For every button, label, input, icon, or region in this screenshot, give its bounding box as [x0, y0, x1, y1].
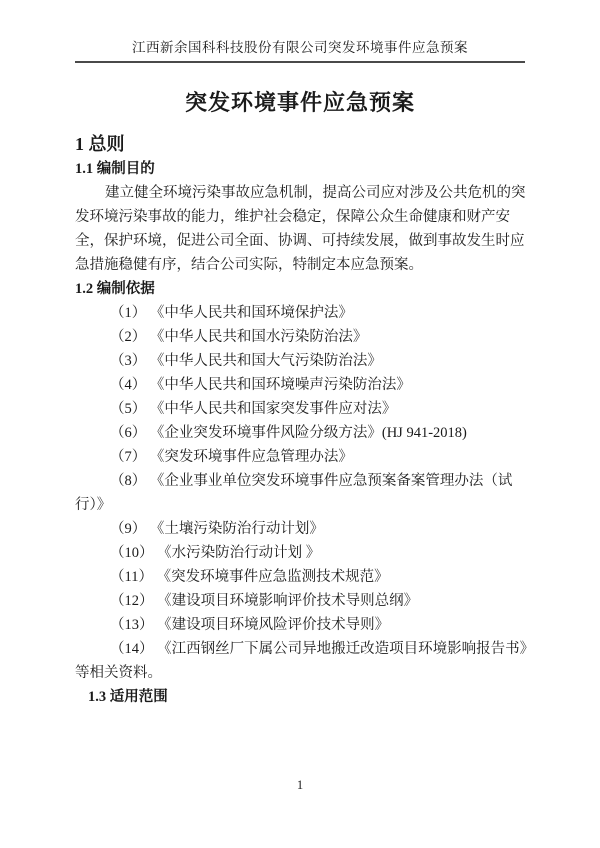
page-number: 1: [296, 778, 304, 792]
page-header-text: 江西新余国科科技股份有限公司突发环境事件应急预案: [132, 40, 468, 55]
legal-basis-item-continuation: 等相关资料。: [75, 665, 162, 681]
document-body: [0, 131, 600, 709]
legal-basis-item: （11） 《突发环境事件应急监测技术规范》: [110, 569, 389, 585]
legal-basis-item: （2） 《中华人民共和国水污染防治法》: [110, 329, 368, 345]
legal-basis-item: （1） 《中华人民共和国环境保护法》: [110, 305, 353, 321]
legal-basis-item: （9） 《土壤污染防治行动计划》: [110, 521, 324, 537]
legal-basis-item: （13） 《建设项目环境风险评价技术导则》: [110, 617, 390, 633]
legal-basis-item: （6） 《企业突发环境事件风险分级方法》(HJ 941-2018): [110, 425, 467, 441]
legal-basis-item: （4） 《中华人民共和国环境噪声污染防治法》: [110, 377, 411, 393]
legal-basis-item: （3） 《中华人民共和国大气污染防治法》: [110, 353, 382, 369]
purpose-paragraph-line: 建立健全环境污染事故应急机制，提高公司应对涉及公共危机的突: [105, 185, 526, 201]
section-1-2-heading: 1.2 编制依据: [75, 281, 155, 297]
legal-basis-item-continuation: 行）》: [75, 497, 112, 513]
purpose-paragraph-line: 急措施稳健有序，结合公司实际，特制定本应急预案。: [75, 257, 423, 273]
document-title: 突发环境事件应急预案: [184, 90, 415, 115]
legal-basis-item: （12） 《建设项目环境影响评价技术导则总纲》: [110, 593, 419, 609]
legal-basis-item: （10） 《水污染防治行动计划 》: [110, 545, 321, 561]
legal-basis-item: （8） 《企业事业单位突发环境事件应急预案备案管理办法（试: [110, 473, 513, 489]
legal-basis-item: （5） 《中华人民共和国家突发事件应对法》: [110, 401, 397, 417]
purpose-paragraph-line: 发环境污染事故的能力，维护社会稳定，保障公众生命健康和财产安: [75, 209, 510, 225]
legal-basis-item: （7） 《突发环境事件应急管理办法》: [110, 449, 353, 465]
section-1-3-heading: 1.3 适用范围: [88, 689, 168, 705]
section-1-heading: 1 总则: [75, 134, 125, 154]
legal-basis-item: （14） 《江西钢丝厂下属公司异地搬迁改造项目环境影响报告书》: [110, 641, 535, 657]
purpose-paragraph-line: 全，保护环境，促进公司全面、协调、可持续发展，做到事故发生时应: [75, 233, 525, 249]
section-1-1-heading: 1.1 编制目的: [75, 161, 155, 177]
header-divider: [75, 61, 525, 63]
